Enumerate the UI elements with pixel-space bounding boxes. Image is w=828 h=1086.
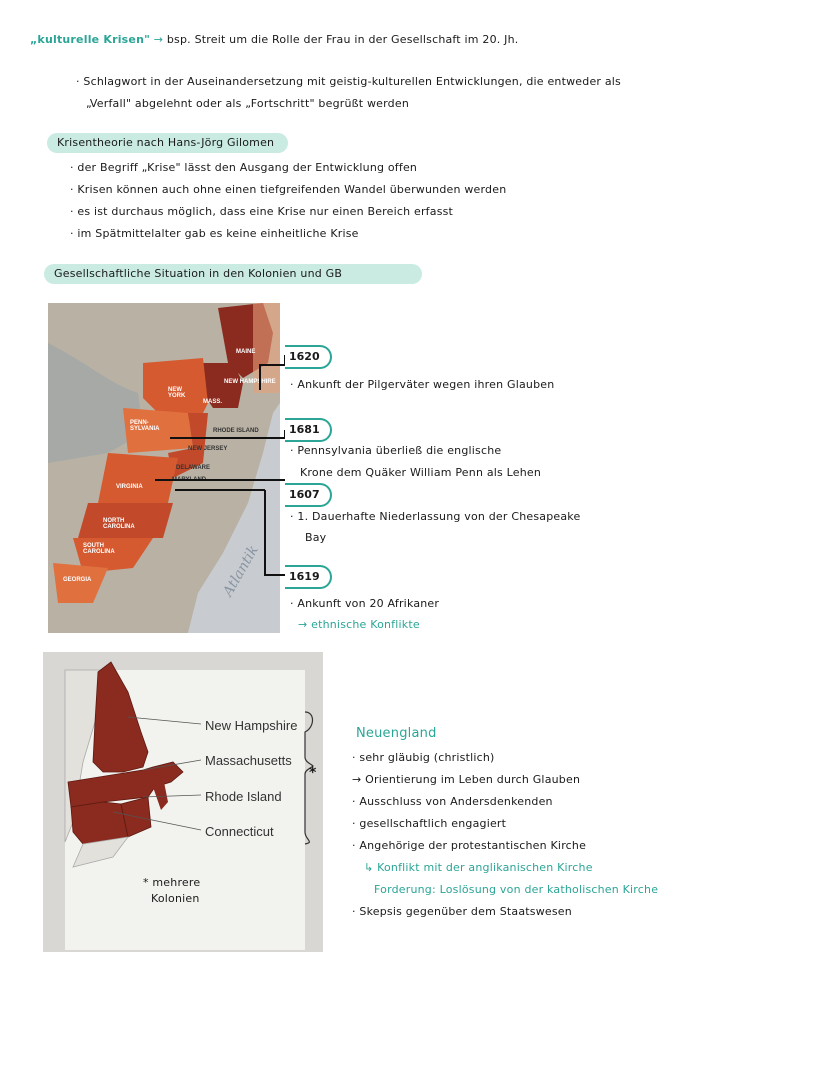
list-item-sub: Forderung: Loslösung von der katholischen Kirche <box>374 883 659 896</box>
list-item: · gesellschaftlich engagiert <box>352 817 507 830</box>
event-1619-note: → ethnische Konflikte <box>298 618 420 631</box>
krisentheorie-title: Krisentheorie nach Hans-Jörg Gilomen <box>47 133 288 153</box>
label-new-hampshire: New Hampshire <box>205 718 298 733</box>
timeline-connectors <box>150 340 290 590</box>
label-pennsylvania: PENN-SYLVANIA <box>130 420 160 432</box>
label-newjersey: NEW JERSEY <box>188 446 228 452</box>
list-item: → Orientierung im Leben durch Glauben <box>352 773 581 786</box>
year-1681: 1681 <box>285 418 332 442</box>
year-1607: 1607 <box>285 483 332 507</box>
label-georgia: GEORGIA <box>63 577 92 583</box>
schlagwort-line1: · Schlagwort in der Auseinandersetzung mit geistig-kulturellen Entwicklungen, die entweder als <box>76 75 621 88</box>
label-maryland: MARYLAND <box>172 477 207 483</box>
event-1619: · Ankunft von 20 Afrikaner <box>290 597 440 610</box>
star-mark: * <box>309 765 317 781</box>
schlagwort-line2: „Verfall" abgelehnt oder als „Fortschritt" begrüßt werden <box>86 97 409 110</box>
label-delaware: DELAWARE <box>176 465 211 471</box>
label-virginia: VIRGINIA <box>116 484 143 490</box>
list-item: · Angehörige der protestantischen Kirche <box>352 839 587 852</box>
neuengland-title: Neuengland <box>356 726 437 741</box>
list-item-sub: ↳ Konflikt mit der anglikanischen Kirche <box>364 861 593 874</box>
label-northcarolina: NORTH CAROLINA <box>103 518 135 530</box>
arrow-icon: → <box>153 33 164 46</box>
newengland-map <box>43 652 323 952</box>
krisentheorie-list <box>70 157 506 245</box>
event-1681-line1: · Pennsylvania überließ die englische <box>290 444 502 457</box>
list-item: · es ist durchaus möglich, dass eine Krise nur einen Bereich erfasst <box>70 205 454 218</box>
label-newyork: NEW YORK <box>168 387 186 399</box>
label-rhode-island: Rhode Island <box>205 789 282 804</box>
list-item: · Skepsis gegenüber dem Staatswesen <box>352 905 572 918</box>
label-connecticut: Connecticut <box>205 824 274 839</box>
list-item: · im Spätmittelalter gab es keine einheitliche Krise <box>70 227 359 240</box>
situation-title: Gesellschaftliche Situation in den Kolonien und GB <box>44 264 422 284</box>
event-1607-line1: · 1. Dauerhafte Niederlassung von der Chesapeake <box>290 510 581 523</box>
example-text: bsp. Streit um die Rolle der Frau in der Gesellschaft im 20. Jh. <box>166 33 519 46</box>
year-1620: 1620 <box>285 345 332 369</box>
label-mass: MASS. <box>203 399 223 405</box>
top-line <box>30 33 519 46</box>
label-newhampshire: NEW HAMPSHIRE <box>224 379 276 385</box>
kulturelle-krisen-heading: „kulturelle Krisen" <box>30 33 151 46</box>
event-1681-line2: Krone dem Quäker William Penn als Lehen <box>300 466 542 479</box>
event-1620: · Ankunft der Pilgerväter wegen ihren Glauben <box>290 378 555 391</box>
event-1607-line2: Bay <box>305 531 327 544</box>
note-line1: * mehrere <box>143 876 201 889</box>
list-item: · sehr gläubig (christlich) <box>352 751 495 764</box>
label-massachusetts: Massachusetts <box>205 753 292 768</box>
list-item: · Ausschluss von Andersdenkenden <box>352 795 553 808</box>
label-rhodeisland: RHODE ISLAND <box>213 428 259 434</box>
label-southcarolina: SOUTH CAROLINA <box>83 543 115 555</box>
neuengland-list <box>352 747 658 923</box>
note-line2: Kolonien <box>151 892 200 905</box>
list-item: · Krisen können auch ohne einen tiefgreifenden Wandel überwunden werden <box>70 183 507 196</box>
list-item: · der Begriff „Krise" lässt den Ausgang der Entwicklung offen <box>70 161 418 174</box>
label-maine: MAINE <box>236 349 256 355</box>
label-atlantik: Atlantik <box>220 542 262 600</box>
year-1619: 1619 <box>285 565 332 589</box>
